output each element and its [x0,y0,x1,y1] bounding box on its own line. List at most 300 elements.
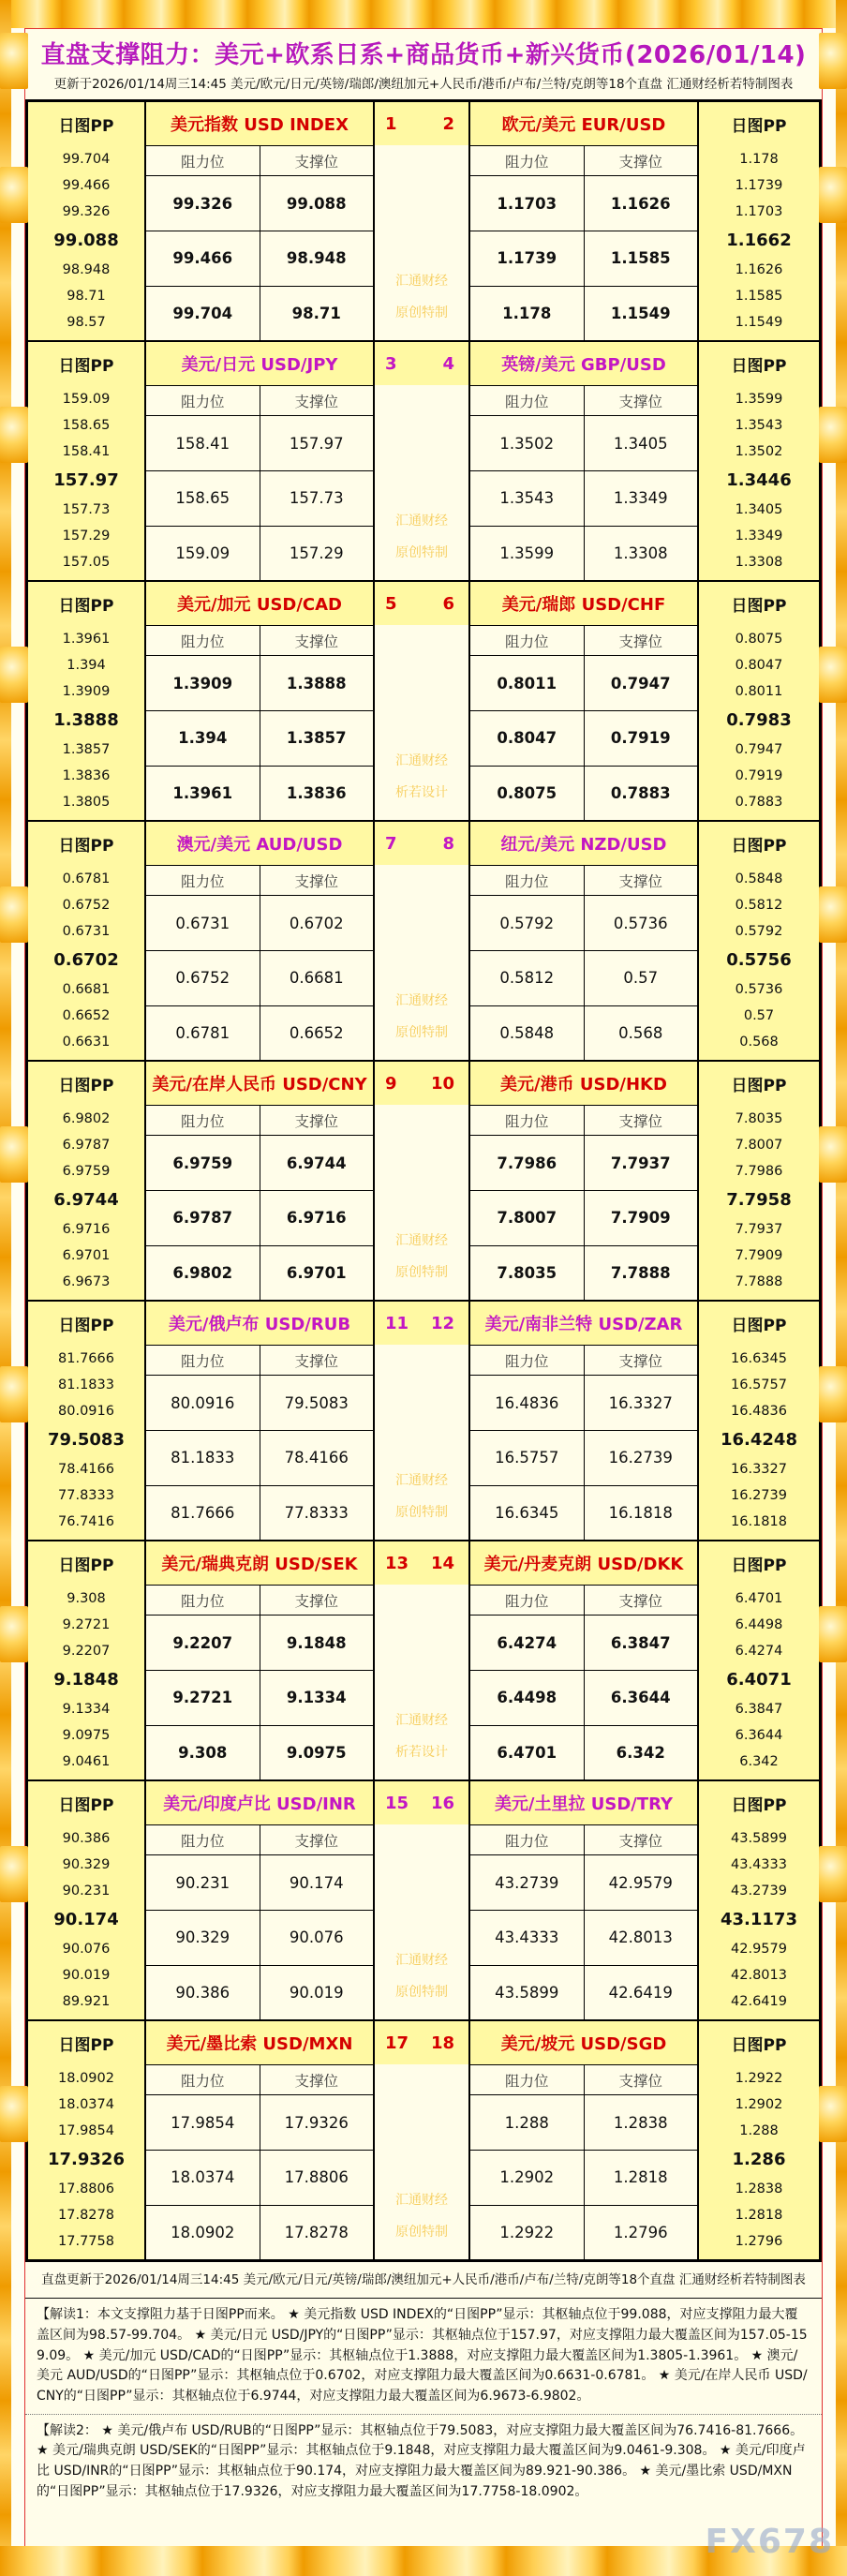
pair-title: 美元/坡元 USD/SGD [470,2021,697,2065]
brand-watermark [375,266,468,329]
pp-pivot-value: 1.3888 [53,710,119,731]
resistance-value: 159.09 [146,527,260,581]
pp-value: 1.3349 [735,528,783,543]
level-row [146,176,373,231]
pair-number-header [375,582,468,625]
support-value: 0.6702 [289,914,344,932]
level-row [146,1486,373,1541]
support-value: 1.3405 [613,434,668,453]
gold-edge-ornament [819,1606,847,1662]
pp-values [699,1105,819,1300]
resistance-value: 7.8007 [470,1191,585,1245]
pp-column-right [697,342,819,580]
pp-value: 157.29 [62,528,111,543]
pp-pivot-value: 157.97 [53,470,119,491]
support-value: 42.8013 [608,1928,673,1947]
pp-header: 日图PP [731,1076,787,1095]
level-row [146,1671,373,1726]
pair-title: 美元/瑞典克朗 USD/SEK [146,1541,373,1586]
pp-value: 1.1739 [735,177,783,193]
brand-watermark-line2: 析若设计 [395,784,448,800]
support-header: 支撑位 [294,872,338,890]
level-row [470,1966,697,2020]
gold-edge-ornament [819,33,847,89]
support-value: 6.3644 [610,1689,671,1707]
pp-values [699,1345,819,1540]
pp-value: 1.2838 [735,2181,783,2196]
level-header-row [146,1586,373,1616]
pair-title: 澳元/美元 AUD/USD [146,822,373,866]
pp-value: 0.8075 [735,631,783,647]
support-header: 支撑位 [618,1832,662,1850]
gold-edge-ornament [0,1606,28,1662]
level-row [470,231,697,287]
support-header: 支撑位 [294,1832,338,1850]
pp-value: 157.05 [62,555,111,571]
pair-title: 美元/土里拉 USD/TRY [470,1781,697,1825]
pp-value: 6.9673 [62,1274,111,1290]
pp-pivot-value: 1.1662 [726,231,792,251]
pp-value: 1.1626 [735,261,783,277]
pair-title: 美元/南非兰特 USD/ZAR [470,1302,697,1346]
resistance-value: 0.5812 [470,951,585,1005]
pp-header: 日图PP [58,356,114,376]
note-paragraph-1: 【解读1：本文支撑阻力基于日图PP而来。 ★ 美元指数 USD INDEX的“日图PP”显示：其枢轴点位于99.088，对应支撑阻力最大覆盖区间为98.57-99.704。 ★ 美元/日元 USD/JPY的“日图PP”显示：其枢轴点位于157.97，对应支撑阻力最大覆盖区间为157.05-159.09。 ★ 美元/加元 USD/CAD的“日图PP”显示：其枢轴点位于1.3888，对应支撑阻力最大覆盖区间为1.3805-1.3961。 ★ 澳元/美元 AUD/USD的“日图PP”显示：其枢轴点位于0.6702，对应支撑阻力最大覆盖区间为0.6631-0.6781。 ★ 美元/在岸人民币 USD/CNY的“日图PP”显示：其枢轴点位于6.9744，对应支撑阻力最大覆盖区间为6.9673-6.9802。 [37,2307,808,2405]
pair-row-2 [28,342,819,582]
pp-column-left [28,1062,146,1300]
support-value: 6.342 [616,1744,665,1763]
brand-watermark-line2: 原创特制 [395,1984,448,2000]
pp-header: 日图PP [731,836,787,856]
level-row [470,711,697,767]
pp-values [699,145,819,340]
resistance-value: 6.4701 [470,1726,585,1780]
pair-block [470,582,697,820]
gold-border-right [836,0,847,2576]
level-row [470,2206,697,2260]
level-header-row [470,2065,697,2095]
pp-values [28,1105,144,1300]
pp-value: 7.7986 [735,1164,783,1180]
resistance-value: 0.5792 [470,896,585,950]
pair-block [470,1302,697,1540]
resistance-value: 0.6731 [146,896,260,950]
resistance-value: 0.6781 [146,1006,260,1061]
level-row [146,1191,373,1246]
pp-value: 1.2796 [735,2234,783,2250]
pp-value: 9.2207 [62,1644,111,1660]
pp-value: 1.2902 [735,2096,783,2112]
pair-number-column [373,1781,470,2019]
pp-value: 157.73 [62,501,111,517]
pp-header: 日图PP [731,1795,787,1815]
pp-value: 6.9716 [62,1221,111,1237]
resistance-header: 阻力位 [146,626,260,655]
pp-header: 日图PP [731,1316,787,1335]
support-value: 78.4166 [284,1449,349,1467]
pair-title: 英镑/美元 GBP/USD [470,342,697,386]
pp-value: 9.2721 [62,1616,111,1632]
brand-watermark-line1: 汇通财经 [395,1473,448,1489]
gold-edge-ornament [0,1366,28,1422]
pp-values [699,2064,819,2259]
pp-value: 80.0916 [58,1404,114,1420]
pp-value: 18.0374 [58,2096,114,2112]
pp-value: 0.6681 [62,981,111,997]
support-value: 99.088 [286,194,347,213]
pp-value: 98.948 [62,261,111,277]
support-value: 0.7947 [610,674,671,692]
pp-column-left [28,342,146,580]
level-row [146,416,373,471]
level-row [470,1136,697,1191]
brand-watermark-line1: 汇通财经 [395,993,448,1009]
pp-values [699,1824,819,2019]
pair-title: 欧元/美元 EUR/USD [470,102,697,146]
gold-edge-ornament [819,167,847,223]
pp-values [28,385,144,580]
pair-block [470,342,697,580]
support-value: 90.076 [289,1928,344,1947]
support-header: 支撑位 [294,153,338,171]
level-row [146,231,373,287]
pair-block [470,1062,697,1300]
level-row [470,2095,697,2151]
pp-column-left [28,582,146,820]
support-header: 支撑位 [294,2072,338,2090]
brand-watermark-line2: 原创特制 [395,1024,448,1040]
pp-value: 1.1549 [735,315,783,331]
pp-value: 90.231 [62,1884,111,1899]
pp-column-right [697,1062,819,1300]
gold-edge-ornament [819,2086,847,2142]
support-header: 支撑位 [294,1592,338,1610]
brand-watermark-line1: 汇通财经 [395,1713,448,1729]
pp-value: 16.6345 [731,1350,787,1366]
pair-number: 11 [385,1313,409,1333]
gold-checker-border-top [0,0,847,28]
pp-pivot-value: 1.3446 [726,470,792,491]
pp-value: 0.6781 [62,871,111,886]
resistance-header: 阻力位 [470,626,585,655]
pp-value: 42.6419 [731,1994,787,2010]
support-value: 0.6681 [289,969,344,988]
pp-pivot-value: 1.286 [732,2150,786,2170]
pair-row-9 [28,2021,819,2259]
pp-header: 日图PP [731,116,787,136]
support-header: 支撑位 [618,2072,662,2090]
pair-row-7 [28,1541,819,1781]
brand-watermark-line2: 原创特制 [395,305,448,320]
level-row [146,287,373,341]
level-row [470,287,697,341]
pp-value: 1.3836 [62,767,111,783]
pp-value: 6.3847 [735,1701,783,1717]
brand-watermark-line1: 汇通财经 [395,753,448,769]
resistance-value: 0.5848 [470,1006,585,1061]
resistance-value: 16.4836 [470,1376,585,1430]
pp-value: 98.57 [67,315,106,331]
level-header-row [146,626,373,656]
pair-title: 美元指数 USD INDEX [146,102,373,146]
resistance-value: 7.7986 [470,1136,585,1190]
pair-block [146,822,373,1060]
brand-watermark [375,2185,468,2248]
pp-header: 日图PP [58,1076,114,1095]
level-row [146,1855,373,1911]
level-row [470,527,697,581]
level-row [146,1966,373,2020]
resistance-value: 99.466 [146,231,260,286]
resistance-header: 阻力位 [470,1586,585,1615]
level-row [470,471,697,527]
pivot-table [25,99,822,2262]
pp-header: 日图PP [58,1316,114,1335]
resistance-value: 81.1833 [146,1431,260,1485]
support-value: 16.1818 [608,1504,673,1523]
support-value: 1.3857 [286,729,347,748]
pp-value: 0.568 [739,1035,779,1050]
resistance-header: 阻力位 [146,1825,260,1854]
level-header-row [470,146,697,176]
pp-value: 18.0902 [58,2070,114,2086]
pair-block [146,102,373,340]
resistance-header: 阻力位 [146,1346,260,1375]
pair-number-header [375,2021,468,2064]
pair-block [146,2021,373,2259]
pp-header: 日图PP [58,1795,114,1815]
pp-value: 1.3909 [62,684,111,700]
level-row [146,2095,373,2151]
support-value: 17.9326 [284,2113,349,2132]
level-header-row [146,2065,373,2095]
pp-value: 1.3961 [62,631,111,647]
brand-watermark [375,506,468,569]
pp-value: 98.71 [67,288,106,304]
pp-value: 43.4333 [731,1856,787,1872]
pp-value: 0.6731 [62,924,111,940]
support-value: 0.568 [618,1024,663,1043]
pp-values [28,1345,144,1540]
pp-value: 81.1833 [58,1377,114,1392]
pp-value: 6.3644 [735,1727,783,1743]
resistance-header: 阻力位 [146,1586,260,1615]
pp-pivot-value: 6.4071 [726,1670,792,1690]
resistance-value: 99.326 [146,176,260,231]
pair-title: 纽元/美元 NZD/USD [470,822,697,866]
pp-header: 日图PP [731,356,787,376]
resistance-value: 16.5757 [470,1431,585,1485]
footer-update-note: 直盘更新于2026/01/14周三14:45 美元/欧元/日元/英镑/瑞郎/澳纽加元+人民币/港币/卢布/兰特/克朗等18个直盘 汇通财经析若特制图表 [41,2272,806,2288]
pp-column-right [697,1302,819,1540]
pair-number-header [375,1541,468,1585]
pp-value: 43.5899 [731,1830,787,1846]
level-header-row [470,1346,697,1376]
pp-value: 0.8011 [735,684,783,700]
pp-value: 17.8806 [58,2181,114,2196]
resistance-value: 6.4274 [470,1616,585,1670]
gold-edge-ornament [819,1846,847,1902]
resistance-value: 1.1739 [470,231,585,286]
level-row [470,176,697,231]
pair-title: 美元/墨比索 USD/MXN [146,2021,373,2065]
level-row [470,1616,697,1671]
pp-value: 0.7947 [735,741,783,757]
support-value: 0.6652 [289,1024,344,1043]
pair-number-column [373,1062,470,1300]
pp-value: 43.2739 [731,1884,787,1899]
resistance-value: 1.2922 [470,2206,585,2260]
pair-row-4 [28,822,819,1062]
level-header-row [146,1346,373,1376]
pp-value: 16.1818 [731,1514,787,1530]
pp-value: 16.3327 [731,1461,787,1477]
pair-number: 7 [385,833,397,854]
notes-divider [25,2414,822,2415]
pair-title: 美元/印度卢比 USD/INR [146,1781,373,1825]
pair-number-header [375,822,468,865]
pp-value: 17.9854 [58,2123,114,2139]
support-value: 7.7888 [610,1264,671,1283]
pp-pivot-value: 16.4248 [721,1430,797,1451]
support-value: 17.8806 [284,2168,349,2187]
pair-row-1 [28,102,819,342]
level-header-row [470,866,697,896]
pp-value: 6.4701 [735,1590,783,1606]
resistance-value: 43.5899 [470,1966,585,2020]
gold-edge-ornament [0,647,28,703]
pair-number: 15 [385,1793,409,1813]
pp-value: 6.9802 [62,1110,111,1126]
support-value: 16.2739 [608,1449,673,1467]
pp-value: 9.1334 [62,1701,111,1717]
pp-value: 99.326 [62,204,111,220]
pair-number: 12 [430,1313,454,1333]
pp-value: 1.2922 [735,2070,783,2086]
level-row [146,1726,373,1780]
resistance-value: 43.2739 [470,1855,585,1910]
level-row [470,656,697,711]
resistance-value: 18.0902 [146,2206,260,2260]
resistance-value: 0.8047 [470,711,585,766]
support-value: 90.174 [289,1873,344,1892]
pair-number: 3 [385,353,397,374]
pp-value: 0.6631 [62,1035,111,1050]
support-value: 157.29 [289,544,344,563]
support-header: 支撑位 [618,633,662,650]
level-row [146,1376,373,1431]
brand-watermark-line1: 汇通财经 [395,514,448,529]
support-header: 支撑位 [294,633,338,650]
resistance-value: 1.3961 [146,767,260,821]
pp-pivot-value: 0.6702 [53,950,119,971]
level-row [470,896,697,951]
pp-value: 0.6652 [62,1007,111,1023]
level-header-row [470,626,697,656]
brand-watermark-line1: 汇通财经 [395,2193,448,2209]
support-value: 77.8333 [284,1504,349,1523]
brand-watermark-line1: 汇通财经 [395,274,448,290]
resistance-value: 81.7666 [146,1486,260,1541]
gold-edge-ornament [819,407,847,463]
resistance-value: 16.6345 [470,1486,585,1541]
pp-value: 1.3308 [735,555,783,571]
resistance-value: 1.2902 [470,2151,585,2205]
pp-value: 77.8333 [58,1487,114,1503]
support-value: 6.9744 [286,1154,347,1172]
pair-block [146,1062,373,1300]
pp-column-left [28,822,146,1060]
pp-value: 90.329 [62,1856,111,1872]
gold-edge-ornament [0,886,28,943]
pp-value: 7.8007 [735,1137,783,1153]
pp-pivot-value: 0.7983 [726,710,792,731]
brand-watermark-line2: 原创特制 [395,1264,448,1280]
resistance-header: 阻力位 [146,2065,260,2094]
resistance-value: 1.394 [146,711,260,766]
pp-values [28,865,144,1060]
resistance-value: 90.231 [146,1855,260,1910]
pp-value: 1.178 [739,151,779,167]
pp-pivot-value: 43.1173 [721,1910,797,1930]
resistance-value: 6.9759 [146,1136,260,1190]
level-row [470,1191,697,1246]
pp-header: 日图PP [58,836,114,856]
pp-value: 0.6752 [62,897,111,913]
support-header: 支撑位 [294,1352,338,1370]
level-row [470,1726,697,1780]
pair-title: 美元/在岸人民币 USD/CNY [146,1062,373,1106]
pair-number-column [373,822,470,1060]
gold-edge-ornament [0,1126,28,1183]
pp-value: 99.466 [62,177,111,193]
pp-value: 6.342 [739,1754,779,1770]
pp-value: 16.5757 [731,1377,787,1392]
pair-title: 美元/日元 USD/JPY [146,342,373,386]
pp-value: 42.9579 [731,1941,787,1957]
resistance-value: 1.178 [470,287,585,341]
level-header-row [470,1825,697,1855]
pp-value: 17.7758 [58,2234,114,2250]
support-header: 支撑位 [618,153,662,171]
support-value: 79.5083 [284,1393,349,1412]
support-value: 9.1334 [286,1689,347,1707]
resistance-header: 阻力位 [470,386,585,415]
pp-value: 6.9787 [62,1137,111,1153]
pp-values [28,145,144,340]
resistance-header: 阻力位 [146,866,260,895]
pair-block [470,1781,697,2019]
pp-column-right [697,582,819,820]
level-header-row [146,866,373,896]
pair-block [146,582,373,820]
brand-watermark-line2: 原创特制 [395,2224,448,2240]
level-row [146,767,373,821]
pp-values [28,2064,144,2259]
note-paragraph-2: 【解读2： ★ 美元/俄卢布 USD/RUB的“日图PP”显示：其枢轴点位于79.5083，对应支撑阻力最大覆盖区间为76.7416-81.7666。 ★ 美元/瑞典克朗 USD/SEK的“日图PP”显示：其枢轴点位于9.1848，对应支撑阻力最大覆盖区间为9.0461-9.308。 ★ 美元/印度卢比 USD/INR的“日图PP”显示：其枢轴点位于90.174，对应支撑阻力最大覆盖区间为89.921-90.386。 ★ 美元/墨比索 USD/MXN的“日图PP”显示：其枢轴点位于17.9326，对应支撑阻力最大覆盖区间为17.7758-18.0902。 [37,2422,806,2499]
pp-value: 1.3502 [735,444,783,460]
pp-column-right [697,2021,819,2259]
resistance-value: 9.2207 [146,1616,260,1670]
support-value: 1.3888 [286,674,347,692]
pp-value: 1.1703 [735,204,783,220]
pp-value: 1.3599 [735,391,783,407]
pp-pivot-value: 9.1848 [53,1670,119,1690]
level-row [470,1911,697,1966]
support-value: 1.1626 [610,194,671,213]
level-row [146,951,373,1006]
support-header: 支撑位 [618,1352,662,1370]
